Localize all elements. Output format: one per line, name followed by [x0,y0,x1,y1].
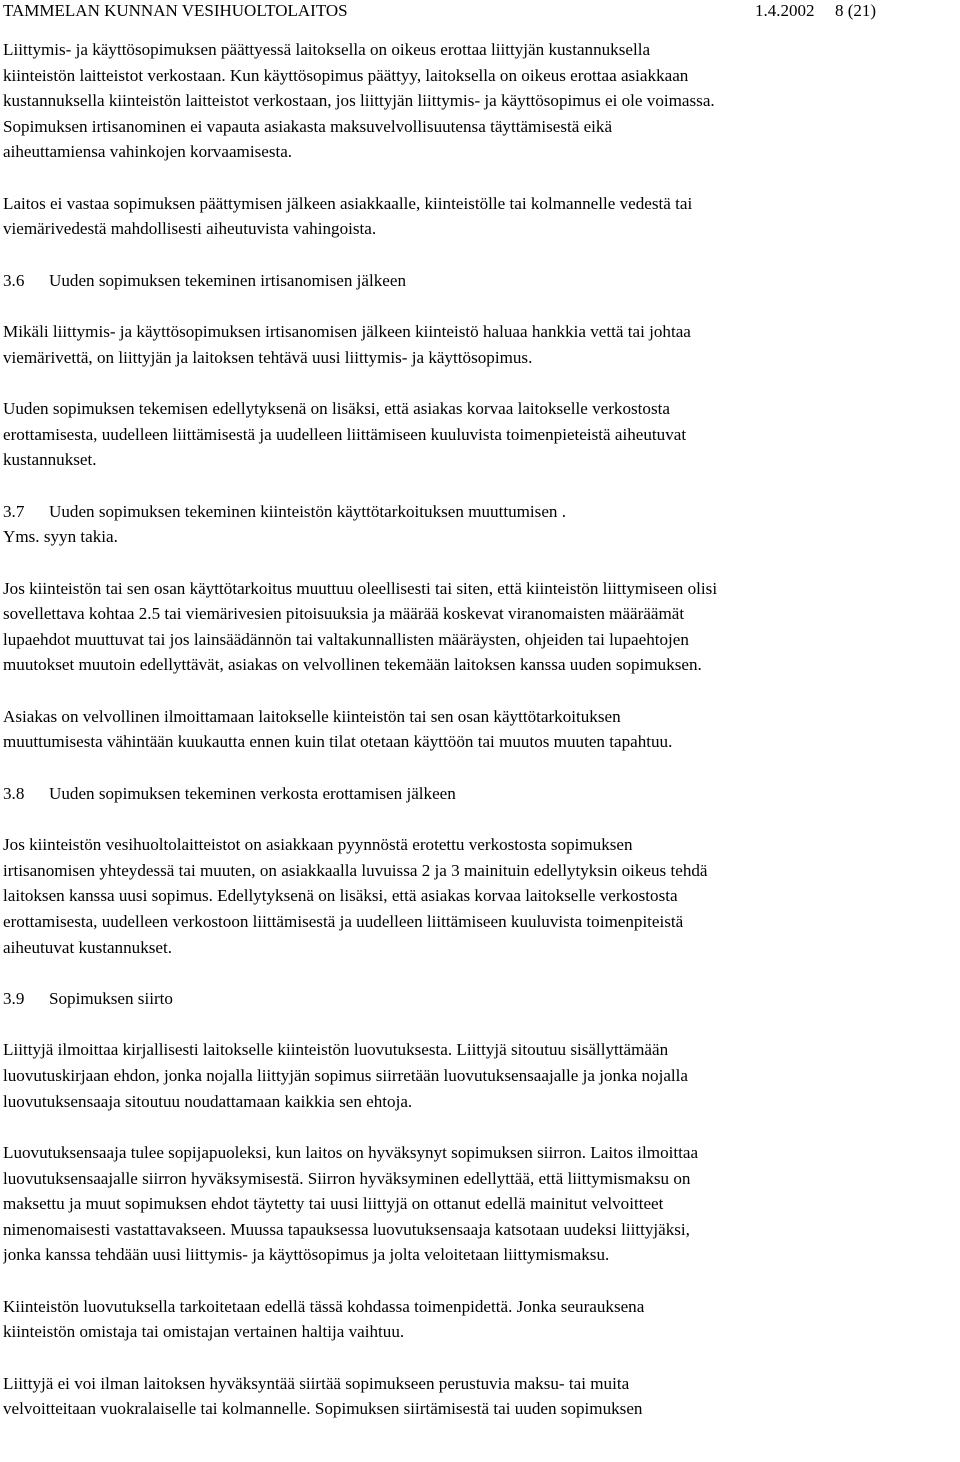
section-heading [3,781,957,807]
section-title: Uuden sopimuksen tekeminen verkosta erottamisen jälkeen [49,783,456,803]
section-number: 3.6 [3,270,25,290]
section-heading [3,268,957,294]
paragraph [3,704,957,755]
paragraph [3,319,957,370]
text-line: Liittymis- ja käyttösopimuksen päättyessä laitoksella on oikeus erottaa liittyjän kustannuksella [3,40,651,59]
text-line: lupaehdot muuttuvat tai jos lainsäädännön tai valtakunnallisten määräysten, ohjeiden tai lupaehtojen [3,629,689,649]
section-title: Sopimuksen siirto [49,989,173,1008]
text-line: kustannuksella kiinteistön laitteistot verkostaan, jos liittyjän liittymis- ja käyttösopimus ei ole voimassa. [3,91,715,111]
document-body [3,37,957,1422]
page-header [3,0,957,22]
text-line: luovutuskirjaan ehdon, jonka nojalla liittyjän sopimus siirretään luovutuksensaajalle ja jonka nojalla [3,1065,689,1085]
text-line: Uuden sopimuksen tekemisen edellytyksenä on lisäksi, että asiakas korvaa laitokselle verkostosta [3,399,670,419]
text-line: Mikäli liittymis- ja käyttösopimuksen irtisanomisen jälkeen kiinteistö haluaa hankkia vettä tai johtaa [3,322,691,342]
text-line: Jos kiinteistön vesihuoltolaitteistot on asiakkaan pyynnöstä erotettu verkostosta sopimuksen [3,835,633,855]
paragraph [3,1140,957,1268]
text-line: maksettu ja muut sopimuksen ehdot täytetty tai uusi liittyjä on ottanut edellä mainitut velvoitteet [3,1194,664,1214]
section-number: 3.8 [3,783,25,803]
text-line: Liittyjä ei voi ilman laitoksen hyväksyntää siirtää sopimukseen perustuvia maksu- tai muita [3,1373,630,1393]
section-number: 3.7 [3,501,25,521]
text-line: kiinteistön laitteistot verkostaan. Kun käyttösopimus päättyy, laitoksella on oikeus erottaa asiakkaan [3,65,689,85]
paragraph [3,1294,957,1345]
section-title: Uuden sopimuksen tekeminen irtisanomisen jälkeen [49,270,406,290]
text-line: luovutuksensaaja sitoutuu noudattamaan kaikkia sen ehtoja. [3,1091,413,1111]
text-line: Liittyjä ilmoittaa kirjallisesti laitokselle kiinteistön luovutuksesta. Liittyjä sitoutuu sisällyttämään [3,1040,669,1060]
paragraph [3,37,957,165]
text-line: irtisanomisen yhteydessä tai muuten, on asiakkaalla luvuissa 2 ja 3 mainituin edellytyksin oikeus tehdä [3,860,708,880]
section-title-continuation: Yms. syyn takia. [3,527,118,547]
section-heading [3,986,957,1012]
text-line: jonka kanssa tehdään uusi liittymis- ja käyttösopimus ja jolta veloitetaan liittymismaksu. [3,1245,610,1265]
organization-name: TAMMELAN KUNNAN VESIHUOLTOLAITOS [3,1,348,20]
text-line: erottamisesta, uudelleen liittämisestä ja uudelleen liittämiseen kuuluvista toimenpieteistä aiheutuvat [3,424,687,444]
paragraph [3,832,957,960]
paragraph [3,1037,957,1114]
text-line: nimenomaisesti vastattavakseen. Muussa tapauksessa luovutuksensaaja katsotaan uudeksi liittyjäksi, [3,1219,690,1239]
text-line: aiheuttamiensa vahinkojen korvaamisesta. [3,142,293,162]
section-title: Uuden sopimuksen tekeminen kiinteistön käyttötarkoituksen muuttumisen . [49,501,567,521]
paragraph [3,396,957,473]
text-line: Sopimuksen irtisanominen ei vapauta asiakasta maksuvelvollisuutensa täyttämisestä eikä [3,116,613,136]
text-line: muuttumisesta vähintään kuukautta ennen kuin tilat otetaan käyttöön tai muutos muuten tapahtuu. [3,732,673,752]
text-line: erottamisesta, uudelleen verkostoon liittämisestä ja uudelleen liittämiseen kuuluvista toimenpiteistä [3,912,684,932]
section-number: 3.9 [3,989,25,1008]
text-line: kustannukset. [3,450,97,470]
paragraph [3,1371,957,1422]
page-number: 8 (21) [835,1,877,20]
text-line: velvoitteitaan vuokralaiselle tai kolmannelle. Sopimuksen siirtämisestä tai uuden sopimuksen [3,1399,643,1419]
document-date: 1.4.2002 [755,1,815,20]
text-line: Kiinteistön luovutuksella tarkoitetaan edellä tässä kohdassa toimenpidettä. Jonka seurauksena [3,1296,645,1316]
text-line: Jos kiinteistön tai sen osan käyttötarkoitus muuttuu oleellisesti tai siten, että kiinteistön liittymiseen olisi [3,578,718,598]
text-line: muutokset muutoin edellyttävät, asiakas on velvollinen tekemään laitoksen kanssa uuden sopimuksen. [3,655,702,675]
document-page [3,0,957,1462]
section-heading [3,499,957,550]
paragraph [3,576,957,678]
text-line: viemärivettä, on liittyjän ja laitoksen tehtävä uusi liittymis- ja käyttösopimus. [3,347,533,367]
text-line: viemärivedestä mahdollisesti aiheutuvista vahingoista. [3,219,377,239]
text-line: aiheutuvat kustannukset. [3,937,173,957]
text-line: Laitos ei vastaa sopimuksen päättymisen jälkeen asiakkaalle, kiinteistölle tai kolmannelle vedestä tai [3,193,693,213]
text-line: Asiakas on velvollinen ilmoittamaan laitokselle kiinteistön tai sen osan käyttötarkoituksen [3,706,621,726]
text-line: Luovutuksensaaja tulee sopijapuoleksi, kun laitos on hyväksynyt sopimuksen siirron. Laitos ilmoittaa [3,1142,699,1162]
text-line: luovutuksensaajalle siirron hyväksymisestä. Siirron hyväksyminen edellyttää, että liittymismaksu on [3,1168,691,1188]
paragraph [3,191,957,242]
text-line: kiinteistön omistaja tai omistajan vertainen haltija vaihtuu. [3,1322,405,1342]
text-line: sovellettava kohtaa 2.5 tai viemärivesien pitoisuuksia ja määrää koskevat viranomaisten määräämät [3,604,685,624]
text-line: laitoksen kanssa uusi sopimus. Edellytyksenä on lisäksi, että asiakas korvaa laitokselle verkostosta [3,886,678,906]
